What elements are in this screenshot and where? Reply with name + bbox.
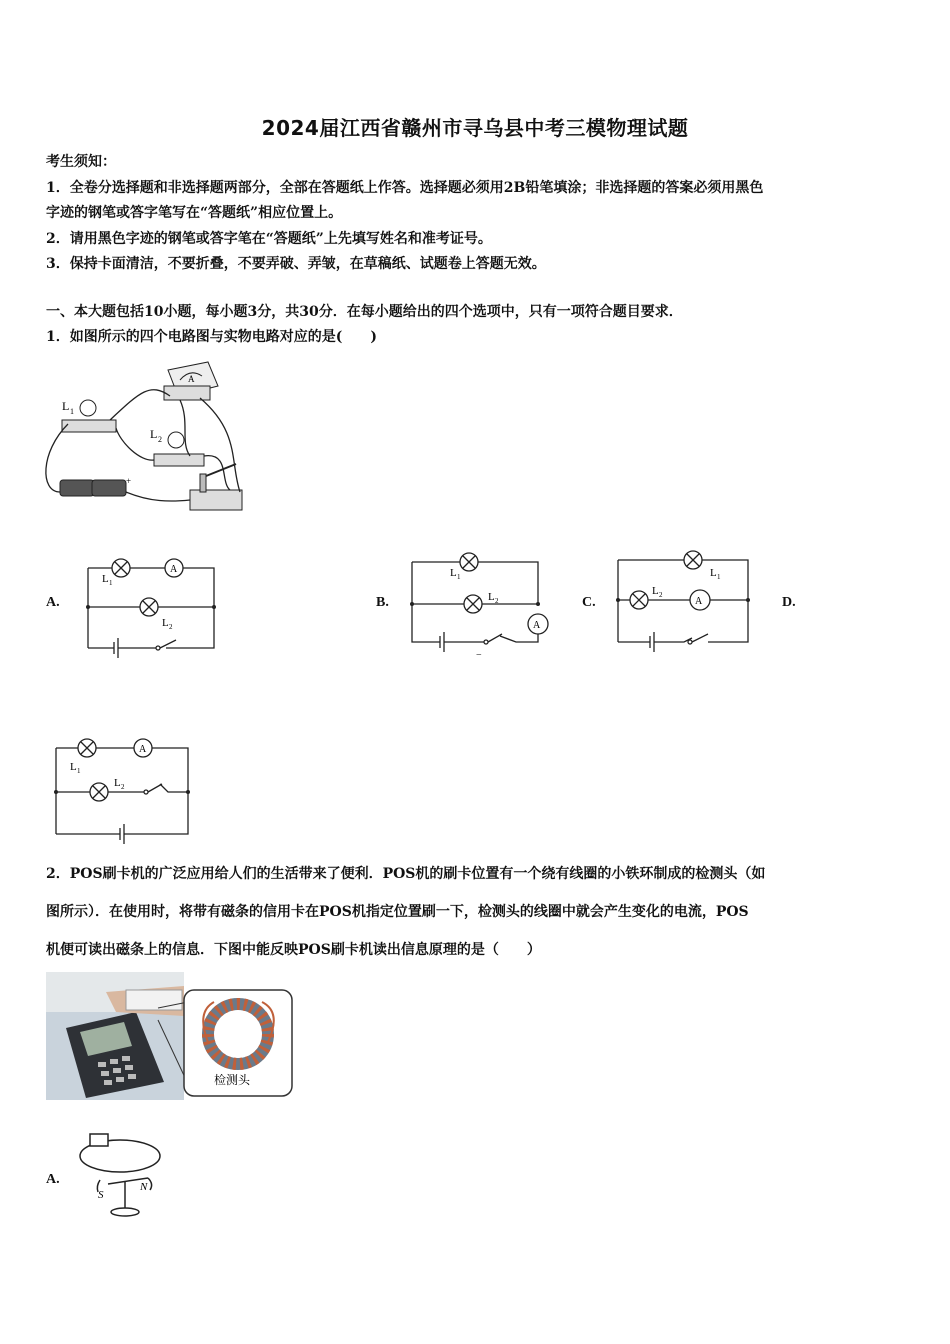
svg-text:A: A <box>170 564 178 575</box>
question-2-line-1: 2．POS刷卡机的广泛应用给人们的生活带来了便利．POS机的刷卡位置有一个绕有线圈的小铁环制成的检测头（如 <box>46 866 766 882</box>
option-c-label[interactable]: C. <box>582 595 596 610</box>
svg-text:L: L <box>114 777 121 789</box>
circuit-option-c[interactable] <box>610 546 760 656</box>
detector-label: 检测头 <box>214 1073 251 1087</box>
svg-text:N: N <box>140 1181 148 1193</box>
svg-text:2: 2 <box>169 623 173 631</box>
circuit-option-a[interactable] <box>80 552 220 660</box>
svg-text:L: L <box>150 427 158 441</box>
svg-text:A: A <box>695 596 703 607</box>
svg-text:A: A <box>139 744 147 755</box>
option-d-label[interactable]: D. <box>782 595 796 610</box>
svg-text:S: S <box>98 1189 104 1201</box>
svg-text:L: L <box>450 567 457 579</box>
switch-device <box>190 464 242 510</box>
notice-item-1-cont: 字迹的钢笔或答字笔写在“答题纸”相应位置上。 <box>46 205 343 221</box>
notice-heading: 考生须知： <box>46 154 116 170</box>
svg-text:L: L <box>62 399 70 413</box>
pos-machine-figure <box>46 972 296 1102</box>
notice-item-3: 3．保持卡面清洁，不要折叠，不要弄破、弄皱，在草稿纸、试题卷上答题无效。 <box>46 256 546 272</box>
bulb-l1 <box>62 399 116 432</box>
svg-text:L: L <box>70 761 77 773</box>
svg-text:2: 2 <box>158 435 162 444</box>
svg-text:1: 1 <box>70 407 74 416</box>
option-b-label[interactable]: B. <box>376 595 389 610</box>
svg-text:2: 2 <box>495 597 499 605</box>
page-title: 2024届江西省赣州市寻乌县中考三模物理试题 <box>261 116 689 140</box>
question-2-line-3: 机便可读出磁条上的信息．下图中能反映POS刷卡机读出信息原理的是（ ） <box>46 942 541 958</box>
svg-text:L: L <box>488 591 495 603</box>
notice-item-2: 2．请用黑色字迹的钢笔或答字笔在“答题纸”上先填写姓名和准考证号。 <box>46 231 492 247</box>
question-2-line-2: 图所示）．在使用时，将带有磁条的信用卡在POS机指定位置刷一下，检测头的线圈中就会产生变化的电流，POS <box>46 904 749 920</box>
bulb-l2 <box>150 427 204 466</box>
question-1-stem: 1．如图所示的四个电路图与实物电路对应的是( ) <box>46 329 377 345</box>
svg-text:L: L <box>162 617 169 629</box>
q2-option-a-label[interactable]: A. <box>46 1172 60 1187</box>
svg-text:1: 1 <box>109 579 113 587</box>
svg-text:L: L <box>102 573 109 585</box>
svg-text:−: − <box>476 650 482 660</box>
notice-item-1: 1．全卷分选择题和非选择题两部分，全部在答题纸上作答。选择题必须用2B铅笔填涂；非选择题的答案必须用黑色 <box>46 180 764 196</box>
svg-text:1: 1 <box>717 573 721 581</box>
option-a-label[interactable]: A. <box>46 595 60 610</box>
svg-text:2: 2 <box>121 783 125 791</box>
svg-text:L: L <box>710 567 717 579</box>
physical-circuit-figure <box>40 352 260 522</box>
q2-option-a-figure[interactable] <box>70 1128 170 1220</box>
battery-pack <box>60 476 131 496</box>
svg-text:L: L <box>652 585 659 597</box>
circuit-option-d[interactable] <box>48 734 198 844</box>
svg-text:1: 1 <box>77 767 81 775</box>
svg-text:2: 2 <box>659 591 663 599</box>
ammeter-device <box>164 362 218 400</box>
circuit-option-b[interactable] <box>404 548 554 660</box>
svg-text:+: + <box>126 476 132 486</box>
svg-text:A: A <box>188 374 195 384</box>
svg-text:1: 1 <box>457 573 461 581</box>
svg-text:A: A <box>533 620 541 631</box>
section-heading: 一、本大题包括10小题，每小题3分，共30分．在每小题给出的四个选项中，只有一项符合题目要求． <box>46 304 683 320</box>
